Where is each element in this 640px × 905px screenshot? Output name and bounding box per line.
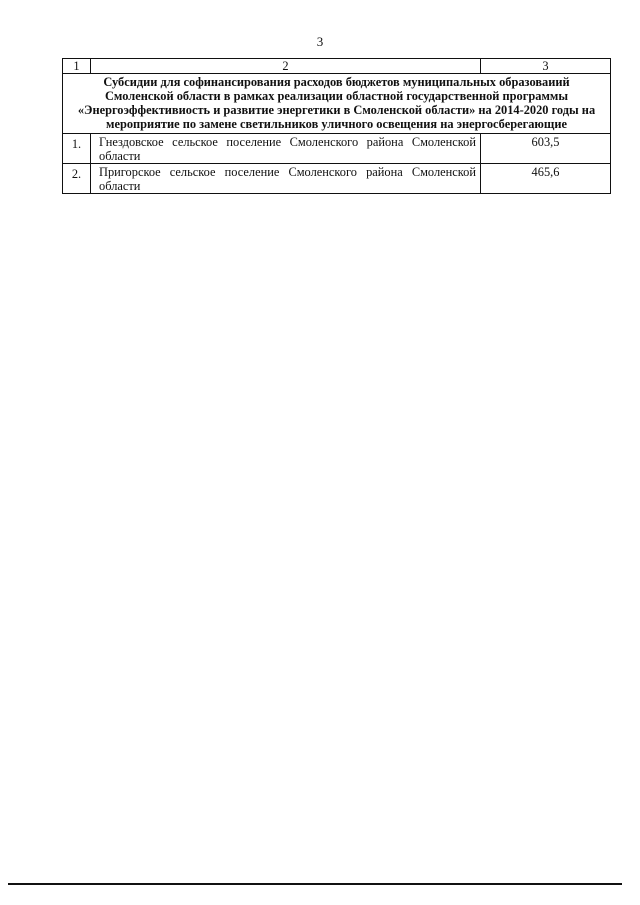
table-row: [63, 134, 611, 164]
column-number-3: 3: [481, 59, 611, 74]
page-number: 3: [316, 34, 324, 49]
settlement-name: Пригорское сельское поселение Смоленского района Смоленской области: [91, 164, 481, 194]
column-number-2: 2: [91, 59, 481, 74]
subsidy-amount: 465,6: [481, 164, 611, 194]
row-number: 1.: [63, 134, 91, 164]
row-number: 2.: [63, 164, 91, 194]
bottom-divider: [8, 883, 622, 885]
settlement-name: Гнездовское сельское поселение Смоленского района Смоленской области: [91, 134, 481, 164]
subsidy-table: [62, 58, 611, 194]
column-number-1: 1: [63, 59, 91, 74]
section-title: Субсидии для софинансирования расходов бюджетов муниципальных образоваиий Смоленской области в рамках реализации областной государственной программы «Энергоэффективиость и развитие энергетики в Смоленской области» на 2014-2020 годы на мероприятие по замене светильников уличного освещения на энергосберегающие: [63, 74, 611, 134]
table-header-row: [63, 59, 611, 74]
section-title-row: [63, 74, 611, 134]
table-row: [63, 164, 611, 194]
subsidy-amount: 603,5: [481, 134, 611, 164]
